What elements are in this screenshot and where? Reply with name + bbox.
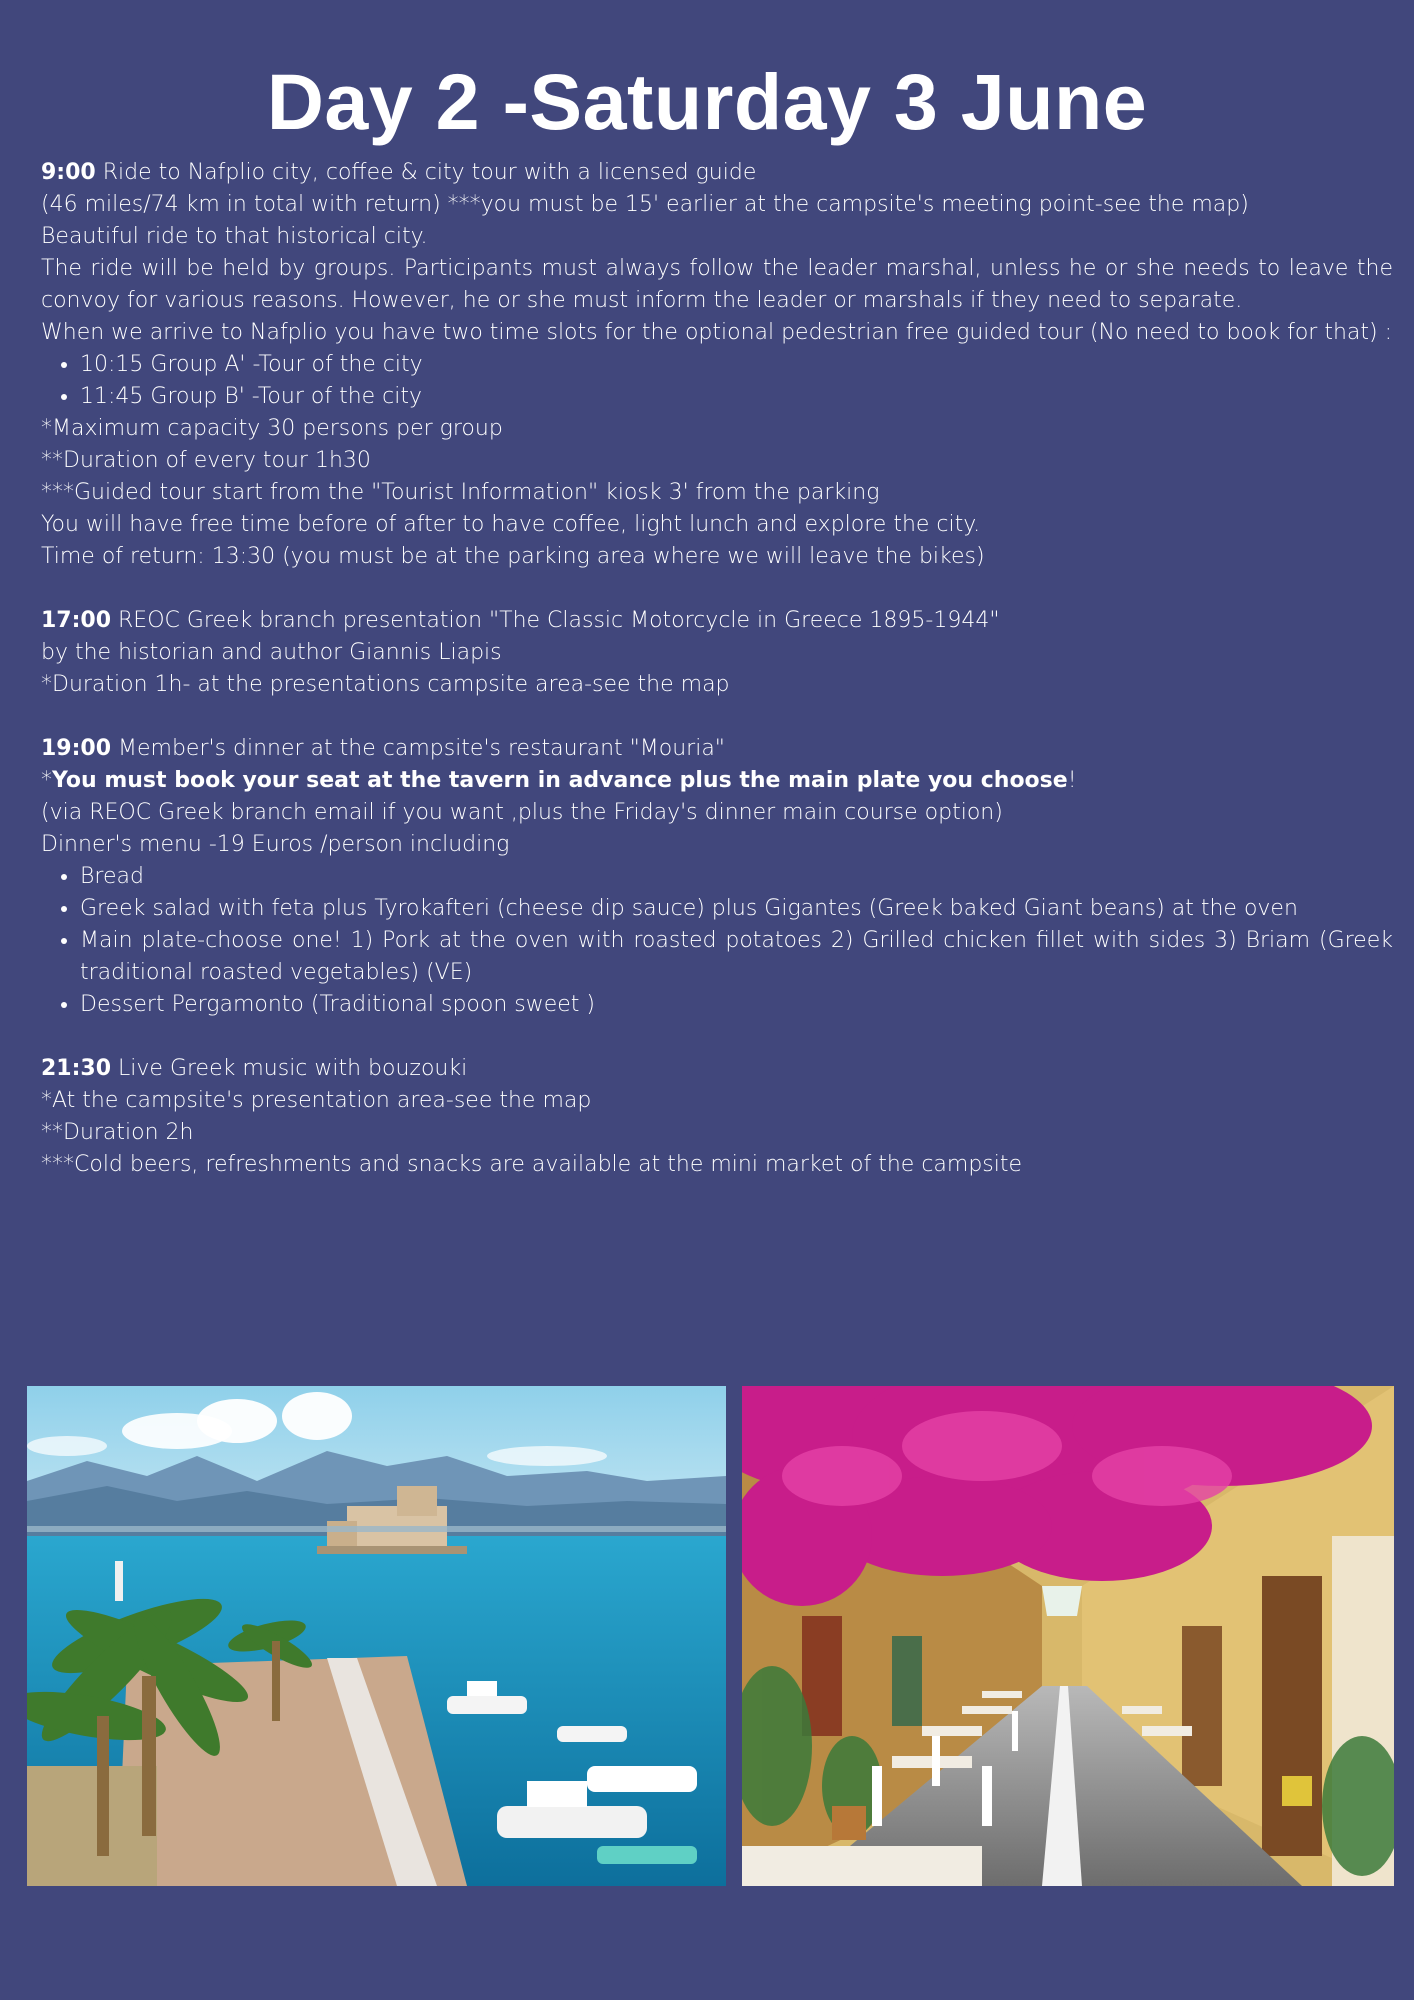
item-headline: REOC Greek branch presentation "The Classic Motorcycle in Greece 1895-1944": [111, 608, 1000, 633]
list-item: • 10:15 Group A' -Tour of the city: [80, 349, 1393, 381]
nafplio-bougainvillea-alley-photo: [742, 1386, 1394, 1886]
list-item: • Dessert Pergamonto (Traditional spoon sweet ): [80, 989, 1393, 1021]
item-time: 21:30: [41, 1056, 112, 1081]
item-headline: Live Greek music with bouzouki: [111, 1056, 468, 1081]
item-headline: Member's dinner at the campsite's restaurant "Mouria": [111, 736, 725, 761]
item-line: **Duration 2h: [41, 1120, 194, 1145]
item-time: 17:00: [41, 608, 112, 633]
item-line: (via REOC Greek branch email if you want ,plus the Friday's dinner main course option): [41, 800, 1003, 825]
item-line: Beautiful ride to that historical city.: [41, 224, 428, 249]
booking-notice-bold: You must book your seat at the tavern in advance plus the main plate you choose: [52, 768, 1068, 793]
nafplio-harbour-bourtzi-castle-photo: [27, 1386, 726, 1886]
schedule-item-1900: [41, 733, 1393, 1021]
item-heading: [41, 733, 1393, 765]
schedule-item-0900: [41, 157, 1393, 573]
booking-notice: *You must book your seat at the tavern in advance plus the main plate you choose!: [41, 768, 1077, 793]
list-item: • Greek salad with feta plus Tyrokafteri (cheese dip sauce) plus Gigantes (Greek baked Giant beans) at the oven: [80, 893, 1393, 925]
item-line: (46 miles/74 km in total with return) ***you must be 15' earlier at the campsite's meeting point-see the map): [41, 192, 1249, 217]
tour-slots-list: [41, 349, 1393, 413]
item-heading: [41, 1053, 1393, 1085]
item-time: 9:00: [41, 160, 96, 185]
item-note: Time of return: 13:30 (you must be at the parking area where we will leave the bikes): [41, 544, 985, 569]
item-heading: [41, 157, 1393, 189]
item-note: **Duration of every tour 1h30: [41, 448, 371, 473]
item-line: The ride will be held by groups. Participants must always follow the leader marshal, unless he or she needs to leave the convoy for various reasons. However, he or she must inform the leader or marshals if they need to separate.: [41, 256, 1393, 313]
item-line: *Duration 1h- at the presentations campsite area-see the map: [41, 672, 730, 697]
item-line: by the historian and author Giannis Liapis: [41, 640, 502, 665]
item-time: 19:00: [41, 736, 112, 761]
item-line: When we arrive to Nafplio you have two time slots for the optional pedestrian free guided tour (No need to book for that) :: [41, 320, 1392, 345]
list-item: • Bread: [80, 861, 1393, 893]
item-note: You will have free time before of after to have coffee, light lunch and explore the city.: [41, 512, 981, 537]
item-note: ***Guided tour start from the "Tourist Information" kiosk 3' from the parking: [41, 480, 880, 505]
schedule-item-1700: [41, 605, 1393, 701]
dinner-menu-list: [41, 861, 1393, 1021]
page-title: Day 2 -Saturday 3 June: [266, 57, 1148, 146]
list-item: • 11:45 Group B' -Tour of the city: [80, 381, 1393, 413]
item-headline: Ride to Nafplio city, coffee & city tour with a licensed guide: [95, 160, 757, 185]
item-line: *At the campsite's presentation area-see the map: [41, 1088, 592, 1113]
item-heading: [41, 605, 1393, 637]
item-line: ***Cold beers, refreshments and snacks are available at the mini market of the campsite: [41, 1152, 1023, 1177]
item-note: *Maximum capacity 30 persons per group: [41, 416, 503, 441]
list-item: • Main plate-choose one! 1) Pork at the oven with roasted potatoes 2) Grilled chicken fillet with sides 3) Briam (Greek traditional roasted vegetables) (VE): [80, 925, 1393, 989]
schedule: [41, 157, 1393, 1181]
schedule-item-2130: [41, 1053, 1393, 1181]
item-line: Dinner's menu -19 Euros /person including: [41, 832, 510, 857]
